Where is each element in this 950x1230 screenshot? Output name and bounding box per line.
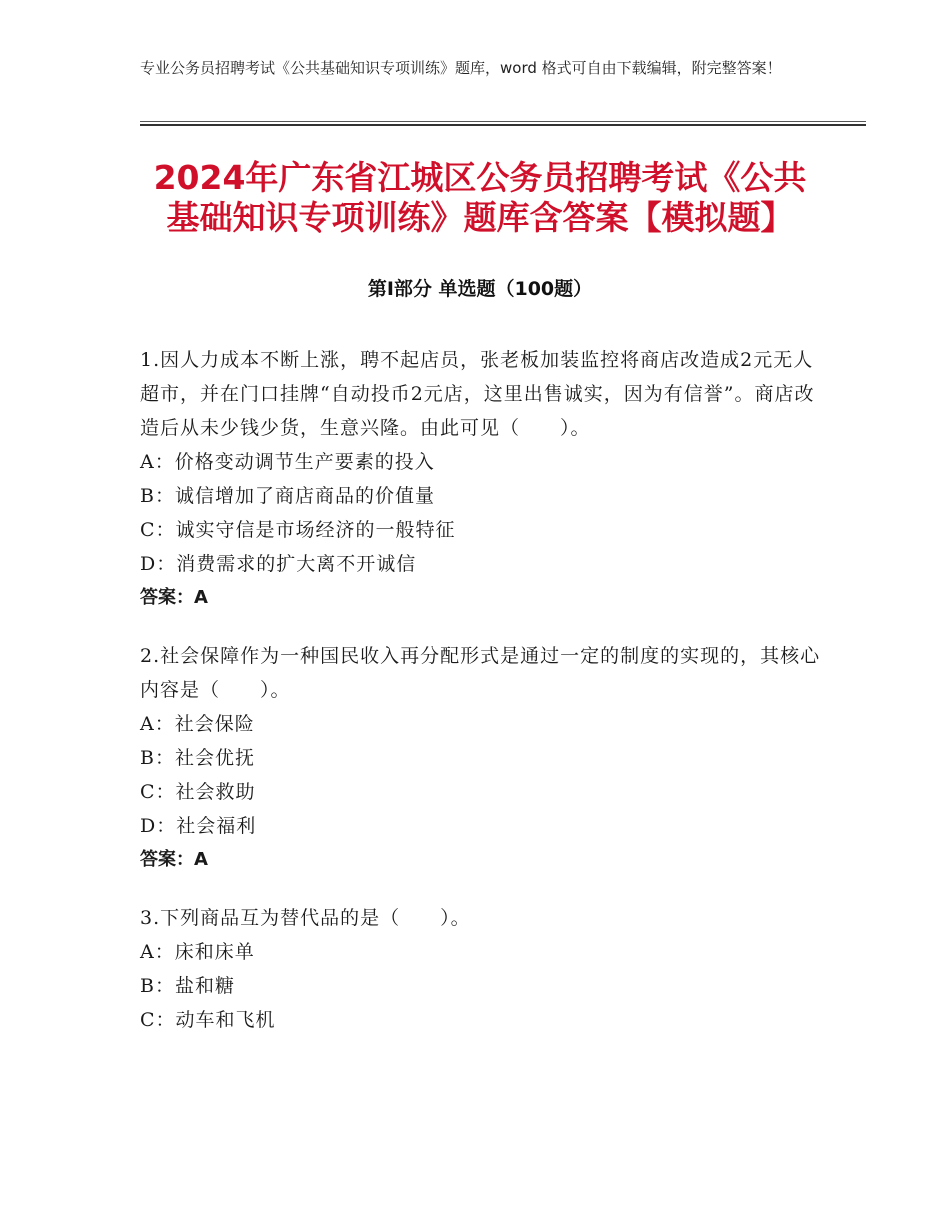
question-list [140, 343, 830, 1061]
question-2 [140, 639, 830, 877]
answer-line: 答案：A [140, 587, 208, 608]
question-stem: 3.下列商品互为替代品的是（ ）。 [140, 907, 471, 929]
option-b: B：诚信增加了商店商品的价值量 [140, 485, 435, 507]
option-d: D：消费需求的扩大离不开诚信 [140, 553, 417, 575]
question-3 [140, 901, 830, 1037]
question-stem: 2.社会保障作为一种国民收入再分配形式是通过一定的制度的实现的，其核心内容是（ ）。 [140, 645, 821, 701]
option-c: C：社会救助 [140, 781, 256, 803]
option-a: A：社会保险 [140, 713, 255, 735]
header-divider-thin [140, 121, 866, 122]
section-title: 第I部分 单选题（100题） [367, 278, 593, 300]
option-b: B：盐和糖 [140, 975, 235, 997]
header-divider-thick [140, 124, 866, 126]
question-1 [140, 343, 830, 615]
answer-line: 答案：A [140, 849, 208, 870]
question-stem: 1.因人力成本不断上涨，聘不起店员，张老板加装监控将商店改造成2元无人超市，并在门口挂牌“自动投币2元店，这里出售诚实，因为有信誉”。商店改造后从未少钱少货，生意兴隆。由此可见（ ）。 [140, 349, 815, 439]
option-b: B：社会优抚 [140, 747, 255, 769]
document-title: 2024年广东省江城区公务员招聘考试《公共基础知识专项训练》题库含答案【模拟题】 [153, 158, 807, 237]
header-note: 专业公务员招聘考试《公共基础知识专项训练》题库，word 格式可自由下载编辑，附完整答案！ [140, 59, 782, 77]
option-d: D：社会福利 [140, 815, 257, 837]
option-c: C：动车和飞机 [140, 1009, 276, 1031]
option-a: A：价格变动调节生产要素的投入 [140, 451, 435, 473]
option-a: A：床和床单 [140, 941, 255, 963]
option-c: C：诚实守信是市场经济的一般特征 [140, 519, 456, 541]
